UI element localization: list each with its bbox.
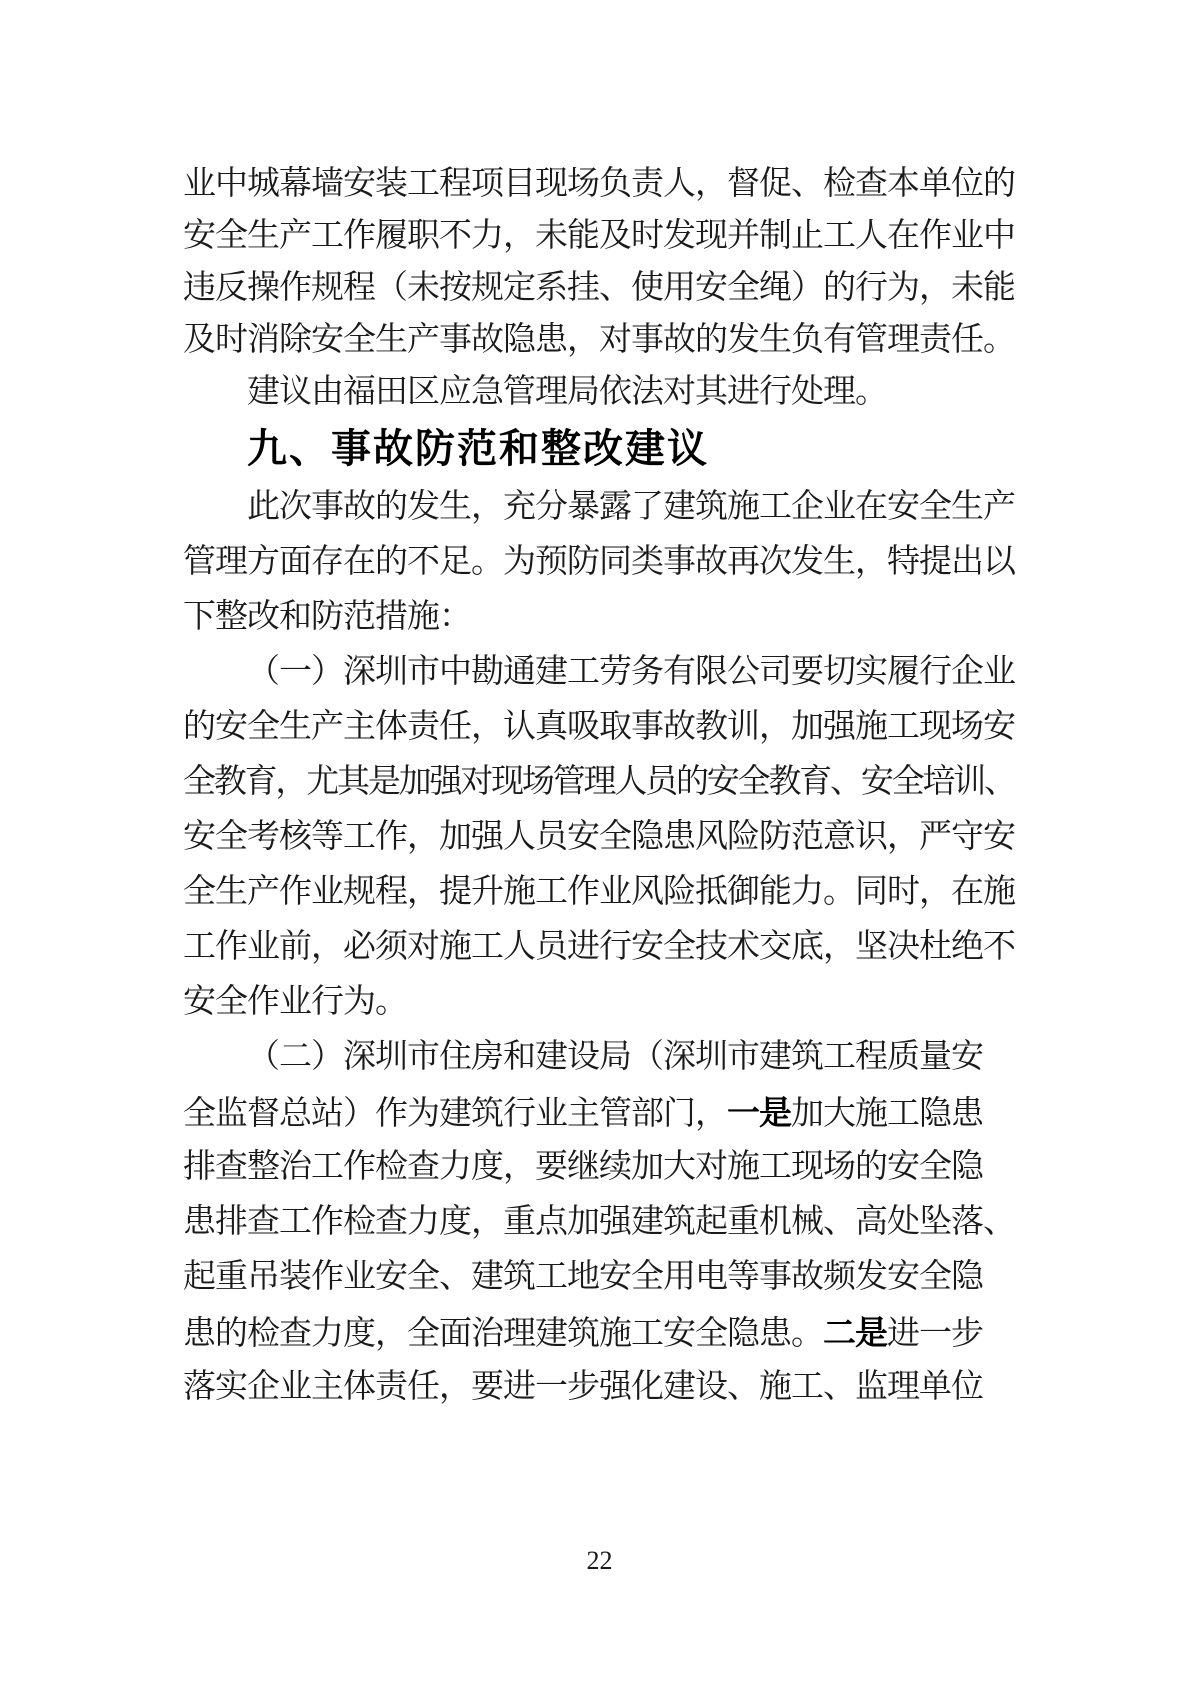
text-segment: 此次事故的发生，充分暴露了建筑施工企业在安全生产: [247, 489, 1015, 525]
text-segment: 排查整治工作检查力度，要继续加大对施工现场的安全隐: [183, 1149, 983, 1185]
text-segment: 起重吊装作业安全、建筑工地安全用电等事故频发安全隐: [183, 1259, 983, 1295]
paragraph-block: [183, 480, 1015, 1415]
text-segment: 业中城幕墙安装工程项目现场负责人，督促、检查本单位的: [183, 166, 1015, 202]
text-line: [183, 1250, 1015, 1305]
page-number: 22: [586, 1546, 613, 1575]
text-segment: 及时消除安全生产事故隐患，对事故的发生负有管理责任。: [183, 322, 1015, 358]
paragraph-block: [183, 158, 1015, 418]
text-segment: 安全作业行为。: [183, 984, 407, 1020]
text-line: [183, 1305, 1015, 1360]
text-segment: （一）深圳市中勘通建工劳务有限公司要切实履行企业: [247, 654, 1015, 690]
text-segment: 全监督总站）作为建筑行业主管部门，: [183, 1096, 727, 1132]
text-line: [183, 480, 1015, 535]
text-segment: 全教育，尤其是加强对现场管理人员的安全教育、安全培训、: [183, 764, 1015, 800]
text-line: [183, 535, 1015, 590]
bold-emphasis: 一是: [727, 1094, 791, 1131]
text-segment: 进一步: [887, 1316, 983, 1352]
text-line: [183, 1085, 1015, 1140]
text-segment: （二）深圳市住房和建设局（深圳市建筑工程质量安: [247, 1039, 983, 1075]
text-segment: 下整改和防范措施：: [183, 599, 471, 635]
text-line: [183, 700, 1015, 755]
text-line: [183, 590, 1015, 645]
text-segment: 管理方面存在的不足。为预防同类事故再次发生，特提出以: [183, 544, 1015, 580]
heading-line: [183, 418, 1015, 480]
text-segment: 全生产作业规程，提升施工作业风险抵御能力。同时，在施: [183, 874, 1015, 910]
text-segment: 患的检查力度，全面治理建筑施工安全隐患。: [183, 1316, 823, 1352]
text-line: [183, 1140, 1015, 1195]
text-line: [183, 262, 1015, 314]
text-segment: 加大施工隐患: [791, 1096, 983, 1132]
text-line: [183, 1195, 1015, 1250]
text-line: [183, 645, 1015, 700]
text-segment: 安全考核等工作，加强人员安全隐患风险防范意识，严守安: [183, 819, 1015, 855]
text-line: [183, 865, 1015, 920]
text-segment: 建议由福田区应急管理局依法对其进行处理。: [247, 374, 887, 410]
text-line: [183, 210, 1015, 262]
text-segment: 患排查工作检查力度，重点加强建筑起重机械、高处坠落、: [183, 1204, 1015, 1240]
text-line: [183, 158, 1015, 210]
text-line: [183, 366, 1015, 418]
text-segment: 工作业前，必须对施工人员进行安全技术交底，坚决杜绝不: [183, 929, 1015, 965]
page-footer: [0, 1546, 1199, 1576]
text-line: [183, 1360, 1015, 1415]
bold-emphasis: 二是: [823, 1314, 887, 1351]
text-line: [183, 975, 1015, 1030]
document-content: [183, 158, 1015, 1415]
text-segment: 落实企业主体责任，要进一步强化建设、施工、监理单位: [183, 1369, 983, 1405]
text-segment: 的安全生产主体责任，认真吸取事故教训，加强施工现场安: [183, 709, 1015, 745]
text-segment: 违反操作规程（未按规定系挂、使用安全绳）的行为，未能: [183, 270, 1015, 306]
bold-emphasis: 九、事故防范和整改建议: [247, 427, 709, 471]
text-line: [183, 920, 1015, 975]
text-segment: 安全生产工作履职不力，未能及时发现并制止工人在作业中: [183, 218, 1015, 254]
text-line: [183, 810, 1015, 865]
section-heading: [183, 418, 1015, 480]
text-line: [183, 314, 1015, 366]
text-line: [183, 1030, 1015, 1085]
text-line: [183, 755, 1015, 810]
